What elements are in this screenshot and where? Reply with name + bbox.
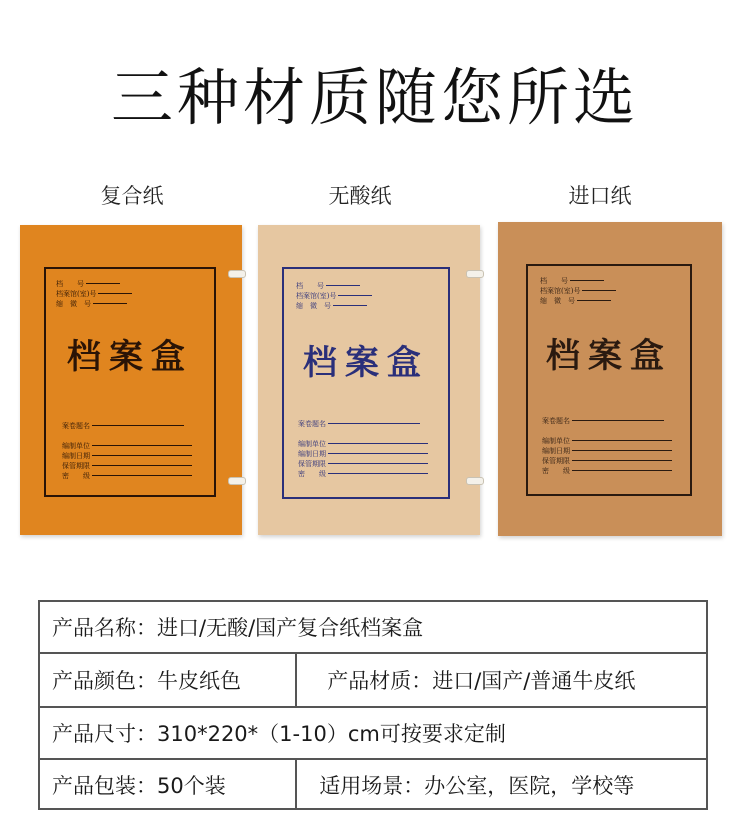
box-caption-imported: 进口纸	[568, 184, 632, 208]
box-title: 档案盒	[303, 343, 429, 383]
tie-strap	[228, 477, 246, 485]
box-title: 档案盒	[67, 337, 193, 377]
field-suo: 缩 微 号	[540, 296, 611, 306]
box-frame	[44, 267, 216, 497]
box-frame	[282, 267, 450, 499]
page-headline: 三种材质随您所选	[110, 61, 639, 134]
tie-strap	[466, 270, 484, 278]
spec-row	[40, 706, 706, 758]
box-fields: 案卷题名 编制单位 编制日期 保管期限 密 级	[298, 419, 428, 479]
box-title: 档案盒	[546, 336, 672, 376]
spec-product-package: 产品包装：50个装	[40, 760, 297, 810]
field-dang: 档 号	[296, 281, 360, 291]
archive-box-acid-free	[258, 225, 480, 535]
spec-table	[38, 600, 708, 810]
field-guan: 档案馆(室)号	[540, 286, 616, 296]
field-guan: 档案馆(室)号	[56, 289, 132, 299]
field-dang: 档 号	[540, 276, 604, 286]
box-fields: 案卷题名 编制单位 编制日期 保管期限 密 级	[62, 421, 192, 481]
spec-row	[40, 758, 706, 810]
tie-strap	[228, 270, 246, 278]
spec-row	[40, 602, 706, 652]
box-frame	[526, 264, 692, 496]
box-fields: 案卷题名 编制单位 编制日期 保管期限 密 级	[542, 416, 672, 476]
spec-product-material: 产品材质：进口/国产/普通牛皮纸	[327, 669, 636, 693]
archive-box-imported	[498, 222, 722, 536]
field-guan: 档案馆(室)号	[296, 291, 372, 301]
field-suo: 缩 微 号	[56, 299, 127, 309]
field-suo: 缩 微 号	[296, 301, 367, 311]
archive-box-composite	[20, 225, 242, 535]
spec-product-color: 产品颜色：牛皮纸色	[40, 654, 297, 706]
spec-product-name: 产品名称：进口/无酸/国产复合纸档案盒	[52, 616, 424, 640]
spec-row	[40, 652, 706, 706]
tie-strap	[466, 477, 484, 485]
spec-product-size: 产品尺寸：310*220*（1-10）cm可按要求定制	[52, 722, 506, 746]
field-dang: 档 号	[56, 279, 120, 289]
spec-usage-scene: 适用场景：办公室，医院，学校等	[319, 774, 635, 798]
box-caption-composite: 复合纸	[100, 184, 164, 208]
box-caption-acid-free: 无酸纸	[328, 184, 392, 208]
